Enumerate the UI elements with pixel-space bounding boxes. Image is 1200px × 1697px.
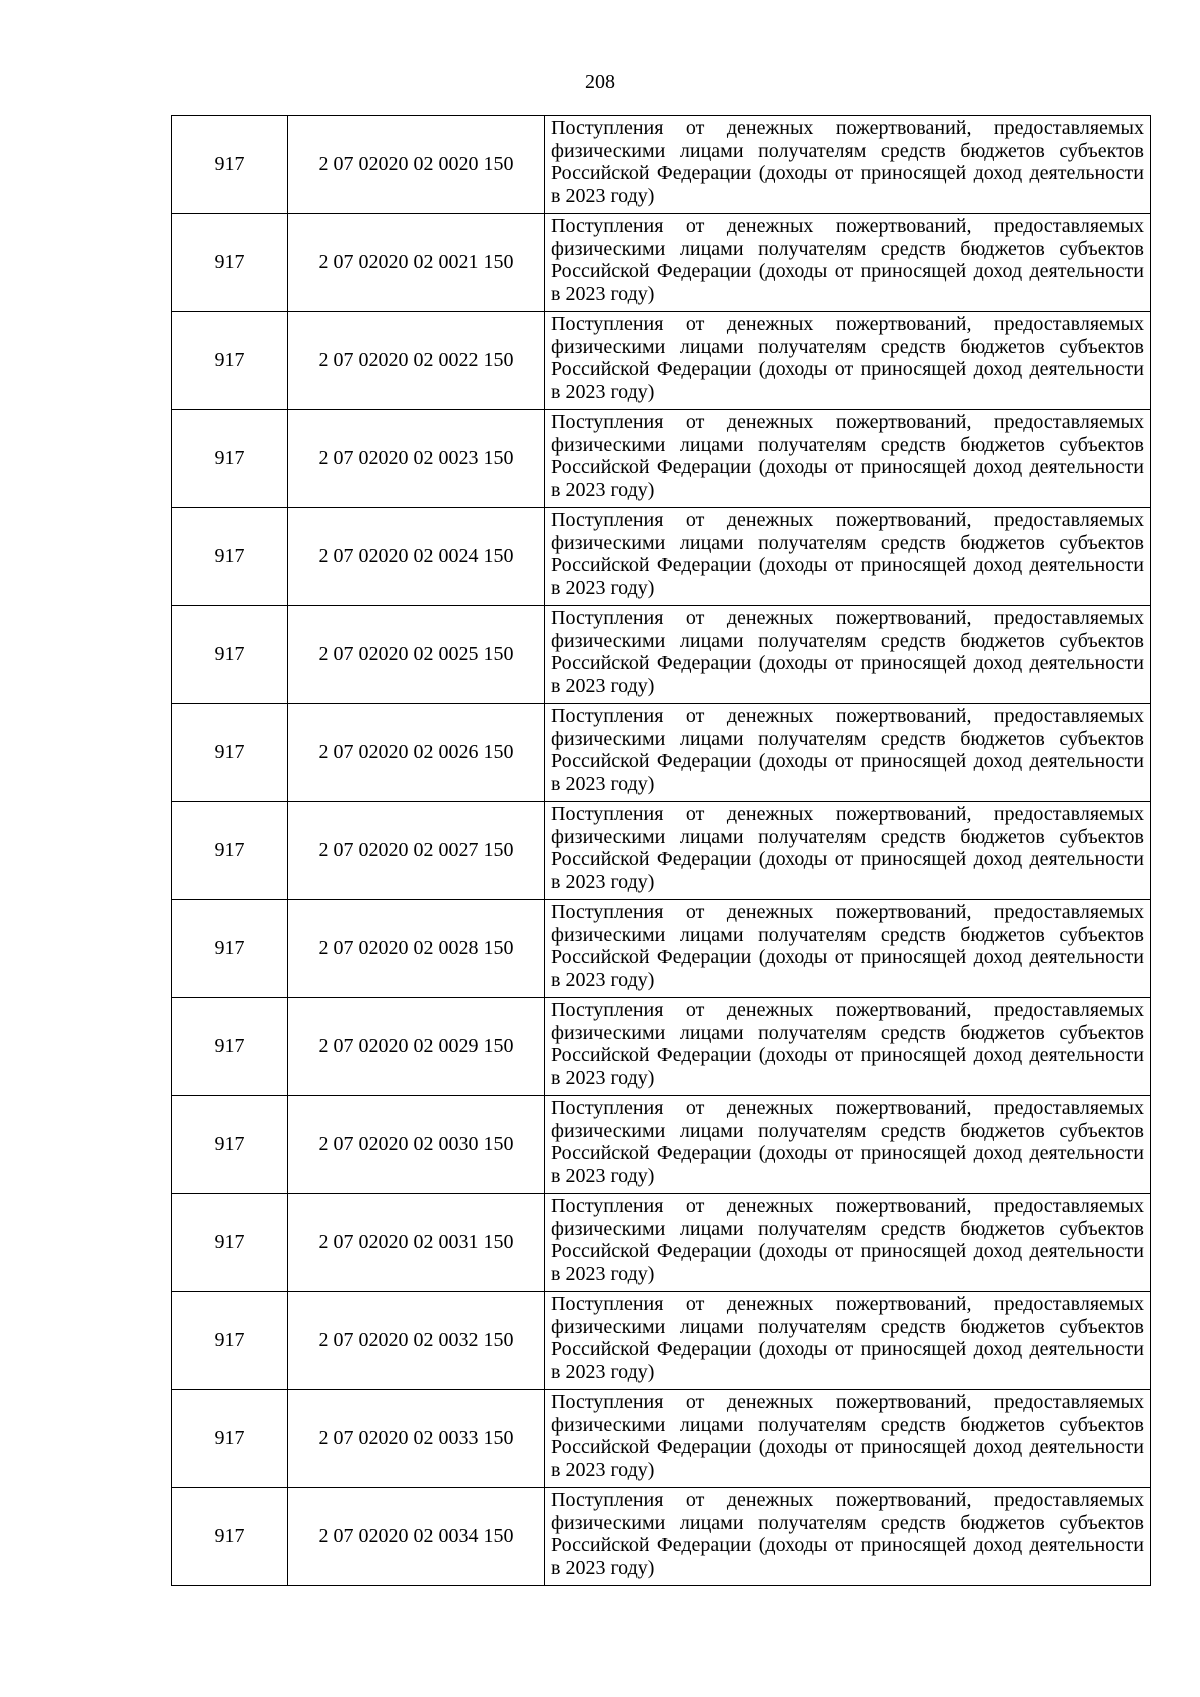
description-cell: Поступления от денежных пожертвований, предоставляемых физическими лицами получателям средств бюджетов субъектов Российской Федерации (доходы от приносящей доход деятельности в 2023 году)	[545, 1390, 1151, 1488]
budget-code-cell: 2 07 02020 02 0020 150	[288, 116, 545, 214]
budget-code-cell: 2 07 02020 02 0024 150	[288, 508, 545, 606]
table-row	[172, 508, 1151, 606]
description-cell: Поступления от денежных пожертвований, предоставляемых физическими лицами получателям средств бюджетов субъектов Российской Федерации (доходы от приносящей доход деятельности в 2023 году)	[545, 900, 1151, 998]
admin-code-cell: 917	[172, 1096, 288, 1194]
budget-code-cell: 2 07 02020 02 0022 150	[288, 312, 545, 410]
budget-code-cell: 2 07 02020 02 0026 150	[288, 704, 545, 802]
table-row	[172, 312, 1151, 410]
table-row	[172, 802, 1151, 900]
description-cell: Поступления от денежных пожертвований, предоставляемых физическими лицами получателям средств бюджетов субъектов Российской Федерации (доходы от приносящей доход деятельности в 2023 году)	[545, 802, 1151, 900]
admin-code-cell: 917	[172, 1390, 288, 1488]
description-cell: Поступления от денежных пожертвований, предоставляемых физическими лицами получателям средств бюджетов субъектов Российской Федерации (доходы от приносящей доход деятельности в 2023 году)	[545, 704, 1151, 802]
budget-codes-table	[171, 115, 1151, 1586]
budget-code-cell: 2 07 02020 02 0021 150	[288, 214, 545, 312]
table-row	[172, 1488, 1151, 1586]
admin-code-cell: 917	[172, 704, 288, 802]
admin-code-cell: 917	[172, 998, 288, 1096]
description-cell: Поступления от денежных пожертвований, предоставляемых физическими лицами получателям средств бюджетов субъектов Российской Федерации (доходы от приносящей доход деятельности в 2023 году)	[545, 998, 1151, 1096]
description-cell: Поступления от денежных пожертвований, предоставляемых физическими лицами получателям средств бюджетов субъектов Российской Федерации (доходы от приносящей доход деятельности в 2023 году)	[545, 410, 1151, 508]
description-cell: Поступления от денежных пожертвований, предоставляемых физическими лицами получателям средств бюджетов субъектов Российской Федерации (доходы от приносящей доход деятельности в 2023 году)	[545, 1194, 1151, 1292]
page-number: 208	[585, 71, 615, 93]
admin-code-cell: 917	[172, 214, 288, 312]
admin-code-cell: 917	[172, 1194, 288, 1292]
budget-code-cell: 2 07 02020 02 0034 150	[288, 1488, 545, 1586]
table-row	[172, 116, 1151, 214]
budget-code-cell: 2 07 02020 02 0027 150	[288, 802, 545, 900]
description-cell: Поступления от денежных пожертвований, предоставляемых физическими лицами получателям средств бюджетов субъектов Российской Федерации (доходы от приносящей доход деятельности в 2023 году)	[545, 116, 1151, 214]
description-cell: Поступления от денежных пожертвований, предоставляемых физическими лицами получателям средств бюджетов субъектов Российской Федерации (доходы от приносящей доход деятельности в 2023 году)	[545, 606, 1151, 704]
budget-code-cell: 2 07 02020 02 0030 150	[288, 1096, 545, 1194]
table-row	[172, 214, 1151, 312]
admin-code-cell: 917	[172, 116, 288, 214]
table-row	[172, 1292, 1151, 1390]
admin-code-cell: 917	[172, 410, 288, 508]
admin-code-cell: 917	[172, 900, 288, 998]
table-row	[172, 410, 1151, 508]
budget-code-cell: 2 07 02020 02 0023 150	[288, 410, 545, 508]
table-body	[172, 116, 1151, 1586]
budget-code-cell: 2 07 02020 02 0029 150	[288, 998, 545, 1096]
table-row	[172, 606, 1151, 704]
description-cell: Поступления от денежных пожертвований, предоставляемых физическими лицами получателям средств бюджетов субъектов Российской Федерации (доходы от приносящей доход деятельности в 2023 году)	[545, 214, 1151, 312]
admin-code-cell: 917	[172, 508, 288, 606]
budget-code-cell: 2 07 02020 02 0028 150	[288, 900, 545, 998]
table-row	[172, 900, 1151, 998]
description-cell: Поступления от денежных пожертвований, предоставляемых физическими лицами получателям средств бюджетов субъектов Российской Федерации (доходы от приносящей доход деятельности в 2023 году)	[545, 1292, 1151, 1390]
admin-code-cell: 917	[172, 1292, 288, 1390]
table-row	[172, 1390, 1151, 1488]
budget-code-cell: 2 07 02020 02 0025 150	[288, 606, 545, 704]
description-cell: Поступления от денежных пожертвований, предоставляемых физическими лицами получателям средств бюджетов субъектов Российской Федерации (доходы от приносящей доход деятельности в 2023 году)	[545, 1096, 1151, 1194]
admin-code-cell: 917	[172, 1488, 288, 1586]
description-cell: Поступления от денежных пожертвований, предоставляемых физическими лицами получателям средств бюджетов субъектов Российской Федерации (доходы от приносящей доход деятельности в 2023 году)	[545, 508, 1151, 606]
admin-code-cell: 917	[172, 802, 288, 900]
budget-code-cell: 2 07 02020 02 0031 150	[288, 1194, 545, 1292]
table-row	[172, 1096, 1151, 1194]
budget-code-cell: 2 07 02020 02 0033 150	[288, 1390, 545, 1488]
table-row	[172, 998, 1151, 1096]
description-cell: Поступления от денежных пожертвований, предоставляемых физическими лицами получателям средств бюджетов субъектов Российской Федерации (доходы от приносящей доход деятельности в 2023 году)	[545, 312, 1151, 410]
table-row	[172, 704, 1151, 802]
table-row	[172, 1194, 1151, 1292]
description-cell: Поступления от денежных пожертвований, предоставляемых физическими лицами получателям средств бюджетов субъектов Российской Федерации (доходы от приносящей доход деятельности в 2023 году)	[545, 1488, 1151, 1586]
budget-code-cell: 2 07 02020 02 0032 150	[288, 1292, 545, 1390]
admin-code-cell: 917	[172, 312, 288, 410]
admin-code-cell: 917	[172, 606, 288, 704]
